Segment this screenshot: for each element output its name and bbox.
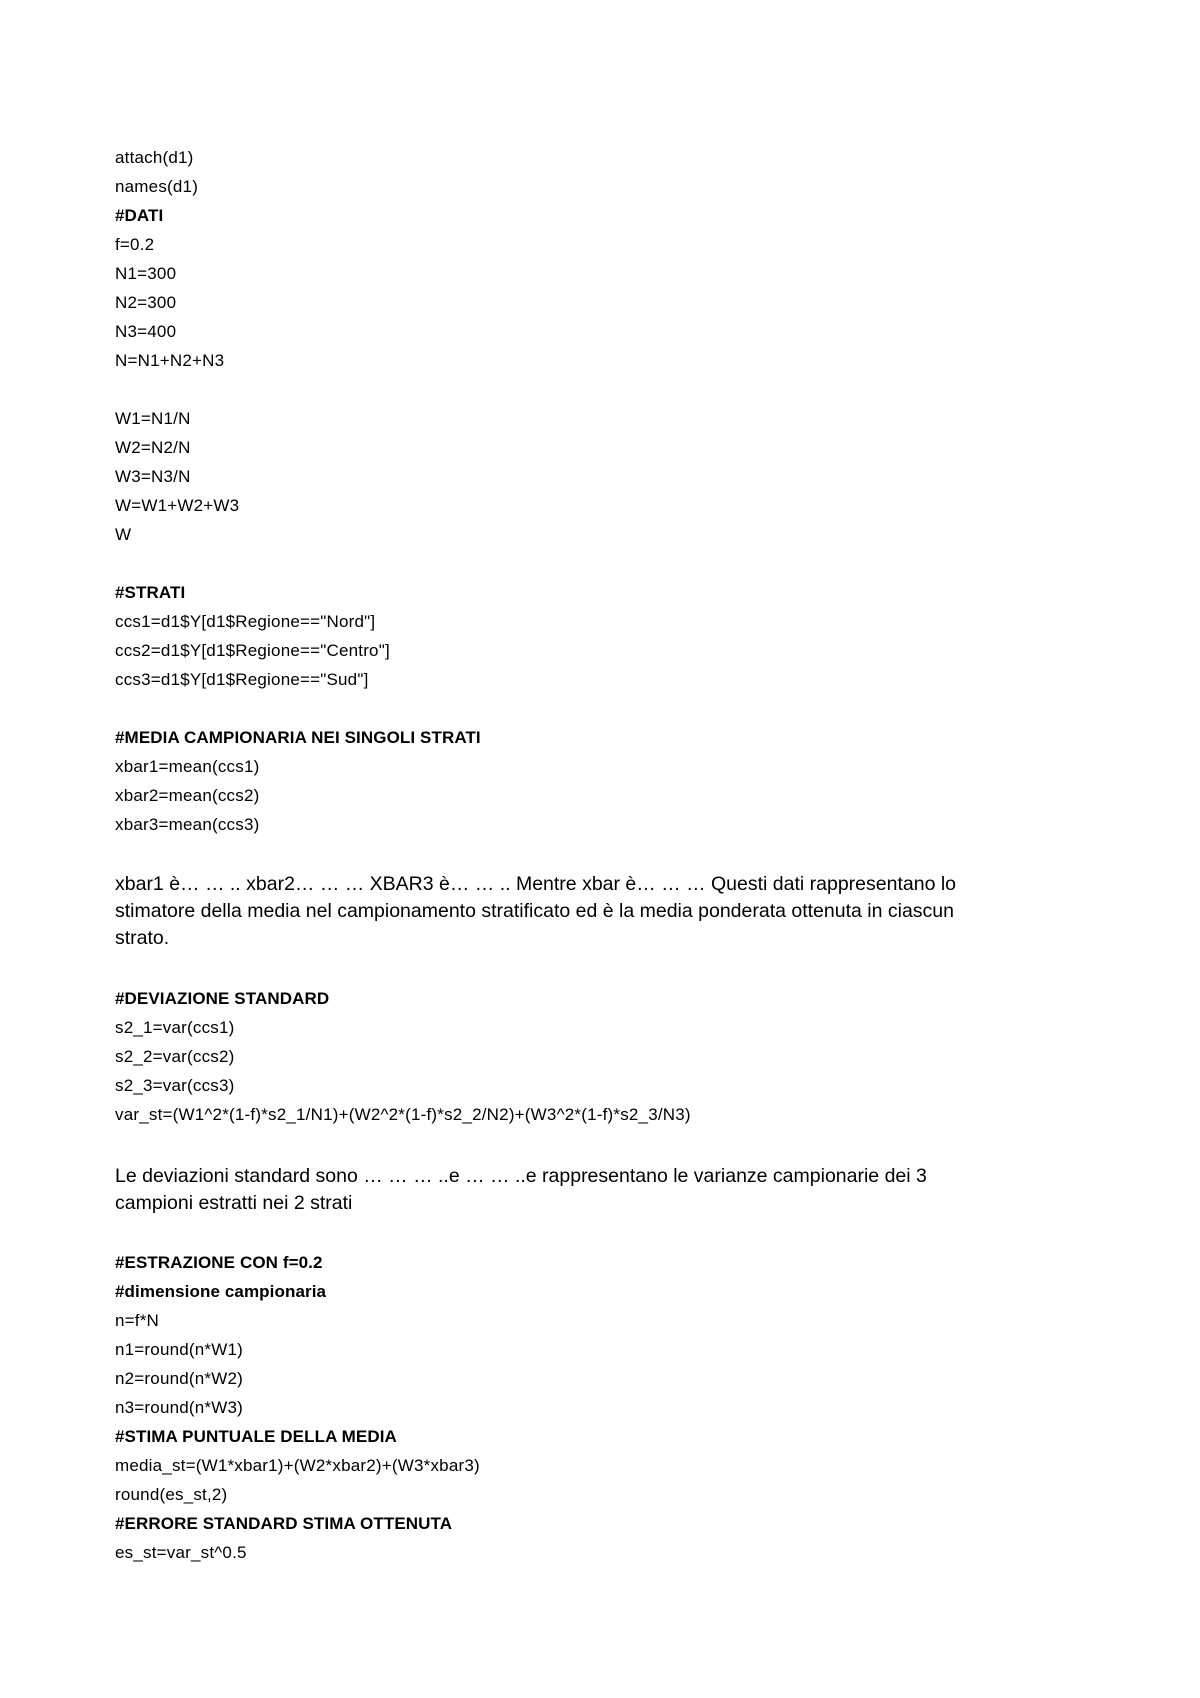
code-line: N3=400 bbox=[115, 322, 177, 341]
code-line: N1=300 bbox=[115, 264, 177, 283]
code-line: media_st=(W1*xbar1)+(W2*xbar2)+(W3*xbar3) bbox=[115, 1456, 480, 1475]
prose-line: xbar1 è… … .. xbar2… … … XBAR3 è… … .. Mentre xbar è… … … Questi dati rappresentano lo bbox=[115, 873, 957, 895]
section-heading-stima: #STIMA PUNTUALE DELLA MEDIA bbox=[115, 1427, 397, 1446]
code-line: es_st=var_st^0.5 bbox=[115, 1543, 247, 1562]
code-line: round(es_st,2) bbox=[115, 1485, 228, 1504]
code-line: W1=N1/N bbox=[115, 409, 191, 428]
code-line: ccs1=d1$Y[d1$Regione=="Nord"] bbox=[115, 612, 376, 631]
code-line: W3=N3/N bbox=[115, 467, 191, 486]
code-line: ccs3=d1$Y[d1$Regione=="Sud"] bbox=[115, 670, 369, 689]
code-line: n=f*N bbox=[115, 1311, 159, 1330]
code-line: N2=300 bbox=[115, 293, 177, 312]
section-heading-errore: #ERRORE STANDARD STIMA OTTENUTA bbox=[115, 1514, 453, 1533]
code-line: xbar1=mean(ccs1) bbox=[115, 757, 260, 776]
code-line: s2_1=var(ccs1) bbox=[115, 1018, 235, 1037]
code-line: names(d1) bbox=[115, 177, 199, 196]
code-line: f=0.2 bbox=[115, 235, 155, 254]
code-line: W2=N2/N bbox=[115, 438, 191, 457]
section-heading-dimensione: #dimensione campionaria bbox=[115, 1282, 327, 1301]
prose-line: Le deviazioni standard sono … … … ..e … … ..e rappresentano le varianze campionarie dei 3 bbox=[115, 1165, 927, 1187]
section-heading-strati: #STRATI bbox=[115, 583, 186, 602]
code-line: W bbox=[115, 525, 132, 544]
section-heading-dati: #DATI bbox=[115, 206, 164, 225]
code-line: var_st=(W1^2*(1-f)*s2_1/N1)+(W2^2*(1-f)*s2_2/N2)+(W3^2*(1-f)*s2_3/N3) bbox=[115, 1105, 691, 1124]
code-line: n2=round(n*W2) bbox=[115, 1369, 244, 1388]
code-line: s2_2=var(ccs2) bbox=[115, 1047, 235, 1066]
prose-line: strato. bbox=[115, 927, 170, 949]
code-line: ccs2=d1$Y[d1$Regione=="Centro"] bbox=[115, 641, 390, 660]
section-heading-media: #MEDIA CAMPIONARIA NEI SINGOLI STRATI bbox=[115, 728, 481, 747]
code-line: W=W1+W2+W3 bbox=[115, 496, 240, 515]
code-line: xbar3=mean(ccs3) bbox=[115, 815, 260, 834]
code-line: attach(d1) bbox=[115, 148, 194, 167]
code-line: s2_3=var(ccs3) bbox=[115, 1076, 235, 1095]
prose-line: stimatore della media nel campionamento stratificato ed è la media ponderata ottenuta in ciascun bbox=[115, 900, 954, 922]
code-line: n3=round(n*W3) bbox=[115, 1398, 244, 1417]
code-line: xbar2=mean(ccs2) bbox=[115, 786, 260, 805]
prose-line: campioni estratti nei 2 strati bbox=[115, 1192, 353, 1214]
code-line: N=N1+N2+N3 bbox=[115, 351, 225, 370]
code-line: n1=round(n*W1) bbox=[115, 1340, 244, 1359]
section-heading-deviazione: #DEVIAZIONE STANDARD bbox=[115, 989, 330, 1008]
section-heading-estrazione: #ESTRAZIONE CON f=0.2 bbox=[115, 1253, 323, 1272]
